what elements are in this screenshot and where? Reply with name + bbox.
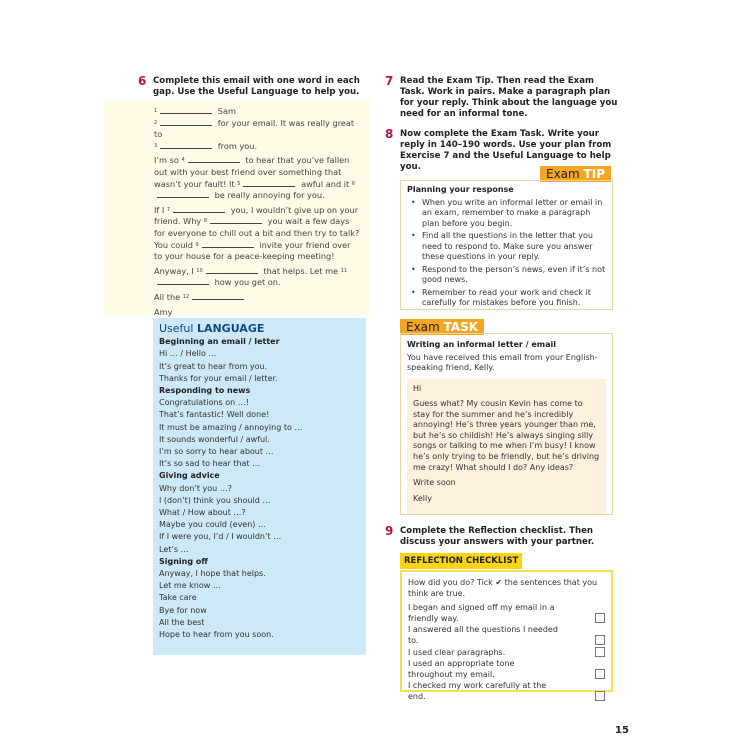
phrase: Anyway, I hope that helps. [159, 569, 266, 579]
phrase: It’s great to hear from you. [159, 361, 268, 371]
title-part: LANGUAGE [196, 322, 265, 335]
task-intro: You have received this email from your English-speaking friend, Kelly. [407, 352, 598, 372]
email-text: All the [154, 291, 183, 302]
tab-text: Exam [406, 320, 444, 334]
checkbox[interactable] [595, 669, 605, 679]
email-paragraph: Write soon [413, 478, 456, 488]
section-heading: Signing off [159, 556, 208, 566]
page-number: 15 [615, 725, 629, 736]
checklist-text: I checked my work carefully at the end. [408, 681, 547, 701]
phrase: Let me know … [159, 581, 221, 591]
useful-language-box [153, 318, 366, 655]
email-paragraph [154, 106, 360, 118]
phrase: Maybe you could (even) … [159, 520, 266, 530]
task-heading: Writing an informal letter / email [407, 340, 556, 349]
email-text: to hear that you’ve fallen out with your best friend over something that wasn’t your fault! It [154, 155, 350, 189]
email-paragraph [154, 205, 360, 263]
gap-number: 7 [166, 206, 171, 213]
tab-text: TASK [443, 320, 479, 334]
exercise-instruction: Complete the Reflection checklist. Then discuss your answers with your partner. [400, 526, 595, 547]
email-text: be really annoying for you. [212, 190, 325, 201]
tab-text: Exam [546, 167, 584, 181]
email-text: for your email. It was really great to [154, 117, 355, 140]
phrase: That’s fantastic! Well done! [159, 410, 270, 420]
exam-task-box [400, 333, 613, 515]
checklist-text: I used clear paragraphs. [408, 647, 506, 657]
title-part: Useful [159, 322, 197, 335]
checklist-item [408, 647, 605, 658]
phrase: If I were you, I’d / I wouldn’t … [159, 532, 282, 542]
phrase: Let’s … [159, 544, 189, 554]
email-text: invite your friend over to your house for a peace-keeping meeting! [154, 239, 351, 262]
answer-gap[interactable] [160, 141, 212, 149]
reflection-checklist [400, 570, 613, 701]
answer-gap[interactable] [157, 190, 209, 198]
gap-number: 12 [182, 293, 190, 300]
email-paragraph [154, 307, 360, 319]
phrase: What / How about …? [159, 508, 246, 518]
email-text: Sam [215, 106, 236, 116]
phrase: Why don’t you …? [159, 483, 233, 493]
reflection-checklist-tab: REFLECTION CHECKLIST [400, 553, 522, 569]
tip-heading: Planning your response [407, 185, 514, 194]
email-text: how you get on. [212, 277, 281, 288]
email-text: I’m so [154, 155, 182, 166]
email-text: you, I wouldn’t give up on your friend. Why [154, 204, 359, 227]
exam-tip-box [400, 180, 613, 310]
checkbox[interactable] [595, 613, 605, 623]
tip-bullet: • Find all the questions in the letter that you need to respond to. Make sure you answer these questions in your reply. [411, 231, 606, 263]
gap-number: 6 [351, 180, 356, 187]
answer-gap[interactable] [160, 106, 212, 114]
phrase: It’s so sad to hear that … [159, 459, 261, 469]
gap-fill-email [104, 100, 370, 315]
answer-gap[interactable] [206, 266, 258, 274]
tip-bullet: • Respond to the person’s news, even if it’s not good news. [411, 265, 606, 286]
checkbox[interactable] [595, 691, 605, 701]
section-heading: Beginning an email / letter [159, 337, 280, 347]
exercise-number: 8 [385, 127, 394, 141]
phrase: Hi … / Hello … [159, 349, 217, 359]
checklist-intro: How did you do? Tick ✔ the sentences that you think are true. [408, 578, 598, 598]
gap-number: 11 [340, 267, 348, 274]
checkbox[interactable] [595, 647, 605, 657]
answer-gap[interactable] [157, 277, 209, 285]
checklist-text: I used an appropriate tone throughout my email. [408, 659, 515, 679]
gap-number: 1 [154, 108, 158, 114]
exercise-number: 6 [138, 74, 147, 88]
gap-number: 5 [237, 180, 241, 187]
answer-gap[interactable] [188, 155, 240, 163]
phrase: Hope to hear from you soon. [159, 630, 274, 640]
checklist-item [408, 681, 605, 702]
answer-gap[interactable] [210, 216, 262, 224]
phrase: Congratulations on …! [159, 398, 249, 408]
section-heading: Responding to news [159, 386, 251, 396]
section-heading: Giving advice [159, 471, 220, 481]
exercise-number: 7 [385, 74, 394, 88]
email-text: from you. [215, 140, 258, 151]
email-text: that helps. Let me [260, 265, 341, 276]
phrase: It sounds wonderful / awful. [159, 434, 270, 444]
phrase: I (don’t) think you should … [159, 495, 271, 505]
checklist-text: I answered all the questions I needed to. [408, 625, 558, 645]
gap-number: 9 [195, 241, 199, 248]
email-paragraph [154, 118, 360, 141]
checkbox[interactable] [595, 635, 605, 645]
tip-bullet: • Remember to read your work and check it carefully for mistakes before you finish. [411, 288, 606, 309]
email-text: Anyway, I [154, 265, 197, 276]
useful-language-title [159, 323, 360, 335]
phrase: All the best [159, 617, 205, 627]
phrase: I’m so sorry to hear about … [159, 447, 274, 457]
gap-number: 10 [196, 267, 203, 274]
answer-gap[interactable] [173, 205, 225, 213]
exercise-instruction: Now complete the Exam Task. Write your reply in 140–190 words. Use your plan from Exercise 7 and the Useful Language to help you. [400, 129, 612, 172]
email-text: Amy [154, 306, 173, 317]
gap-number: 4 [181, 157, 185, 164]
checklist-text: I began and signed off my email in a friendly way. [408, 603, 555, 623]
exercise-instruction: Complete this email with one word in each gap. Use the Useful Language to help you. [153, 76, 360, 97]
answer-gap[interactable] [243, 179, 295, 187]
phrase: Bye for now [159, 605, 207, 615]
email-paragraph [154, 141, 360, 153]
exercise-number: 9 [385, 524, 394, 538]
gap-number: 8 [203, 218, 208, 225]
email-paragraph [154, 266, 360, 289]
email-paragraph: Hi [413, 383, 422, 393]
checklist-item [408, 603, 605, 624]
phrase: Take care [159, 593, 197, 603]
email-paragraph [154, 155, 360, 201]
phrase: Thanks for your email / letter. [159, 373, 278, 383]
gap-number: 2 [154, 119, 158, 126]
email-text: awful and it [298, 178, 352, 189]
tab-text: TIP [583, 167, 605, 181]
answer-gap[interactable] [160, 118, 212, 126]
checklist-item [408, 659, 605, 680]
checklist-item [408, 625, 605, 646]
exercise-instruction: Read the Exam Tip. Then read the Exam Task. Work in pairs. Make a paragraph plan for your reply. Think about the language you need for an informal tone. [400, 76, 618, 119]
tip-bullet: • When you write an informal letter or email in an exam, remember to make a paragraph plan before you begin. [411, 198, 606, 230]
answer-gap[interactable] [192, 292, 244, 300]
email-text: you wait a few days for everyone to chill out a bit and then try to talk? You could [154, 216, 360, 250]
email-paragraph [154, 292, 360, 304]
phrase: It must be amazing / annoying to … [159, 422, 303, 432]
email-paragraph: Guess what? My cousin Kevin has come to stay for the summer and he’s incredibly annoying! He’s three years younger than me, but he’s so childish! He’s always singing silly songs or talking to me when I’m busy! I know he’s only trying to be friendly, but he’s driving me crazy! What should I do? Any ideas? [413, 399, 600, 472]
email-text: If I [154, 204, 167, 215]
kelly-email [407, 379, 606, 515]
answer-gap[interactable] [202, 240, 254, 248]
gap-number: 3 [154, 142, 158, 149]
email-paragraph: Kelly [413, 493, 432, 503]
